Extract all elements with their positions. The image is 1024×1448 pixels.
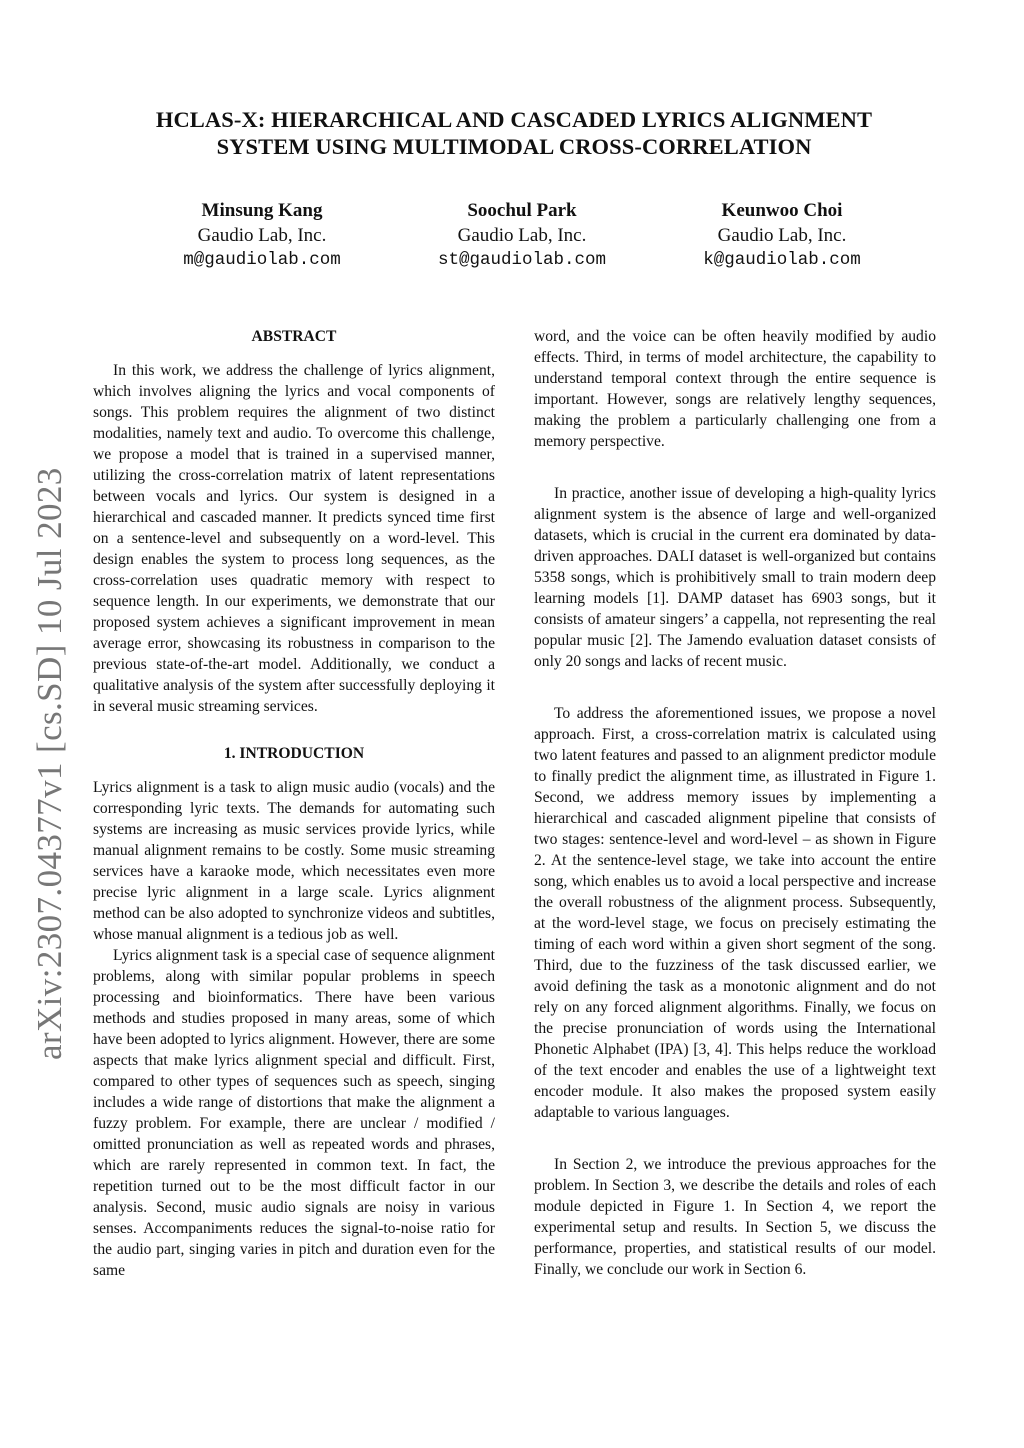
intro-paragraph-3: word, and the voice can be often heavily modified by audio effects. Third, in terms of model architecture, the capability to understand temporal context through the entire sequence is important. However, songs are relatively lengthy sequences, making the problem a particularly challenging one from a memory perspective. xyxy=(534,328,936,450)
author-name: Soochul Park xyxy=(467,200,577,221)
author-2 xyxy=(392,198,652,273)
author-affiliation: Gaudio Lab, Inc. xyxy=(457,225,587,246)
author-name: Minsung Kang xyxy=(201,200,323,221)
abstract-text: In this work, we address the challenge of lyrics alignment, which involves aligning the lyrics and vocal components of songs. This problem requires the alignment of two distinct modalities, namely text and audio. To overcome this challenge, we propose a model that is trained in a supervised manner, utilizing the cross-correlation matrix of latent representations between vocals and lyrics. Our system is designed in a hierarchical and cascaded manner. It predicts synced time first on a sentence-level and subsequently on a word-level. This design enables the system to process long sequences, as the cross-correlation uses quadratic memory with respect to sequence length. In our experiments, we demonstrate that our proposed system achieves a significant improvement in mean average error, showcasing its robustness in comparison to the previous state-of-the-art model. Additionally, we conduct a qualitative analysis of the system after successfully deploying it in several music streaming services. xyxy=(93,362,495,715)
author-email[interactable]: k@gaudiolab.com xyxy=(703,250,861,270)
introduction-heading: 1. INTRODUCTION xyxy=(223,745,365,762)
intro-paragraph-6: In Section 2, we introduce the previous approaches for the problem. In Section 3, we describe the details and roles of each module depicted in Figure 1. In Section 4, we report the experimental setup and results. In Section 5, we discuss the performance, properties, and statistical results of our model. Finally, we conclude our work in Section 6. xyxy=(534,1156,936,1278)
author-3 xyxy=(652,198,912,273)
right-column xyxy=(534,326,936,1280)
author-email[interactable]: m@gaudiolab.com xyxy=(183,250,341,270)
paper-title xyxy=(90,106,938,160)
intro-paragraph-2: Lyrics alignment task is a special case of sequence alignment problems, along with similar popular problems in speech processing and bioinformatics. There have been various methods and studies proposed in many areas, some of which have been adopted to lyrics alignment. However, there are some aspects that make lyrics alignment special and difficult. First, compared to other types of sequences such as speech, singing includes a wide range of distortions that make the alignment a fuzzy problem. For example, there are unclear / modified / omitted pronunciation as well as repeated words and phrases, which are rarely represented in common text. In fact, the repetition turned out to be the most difficult factor in our analysis. Second, music audio signals are noisy in various senses. Accompaniments reduces the signal-to-noise ratio for the audio part, singing varies in pitch and duration even for the same xyxy=(93,947,495,1279)
intro-paragraph-1: Lyrics alignment is a task to align music audio (vocals) and the corresponding lyric texts. The demands for automating such systems are increasing as music services provide lyrics, while manual alignment remains to be costly. Some music streaming services have a karaoke mode, which necessitates even more precise lyric alignment in a large scale. Lyrics alignment method can be also adopted to synchronize videos and subtitles, whose manual alignment is a tedious job as well. xyxy=(93,779,495,943)
author-email[interactable]: st@gaudiolab.com xyxy=(437,250,607,270)
title-line-1: HCLAS-X: HIERARCHICAL AND CASCADED LYRICS ALIGNMENT xyxy=(155,107,873,132)
abstract-heading: ABSTRACT xyxy=(251,328,337,345)
title-line-2: SYSTEM USING MULTIMODAL CROSS-CORRELATION xyxy=(216,134,812,159)
left-column xyxy=(93,326,495,1281)
author-block xyxy=(0,198,1024,278)
author-1 xyxy=(132,198,392,273)
author-name: Keunwoo Choi xyxy=(721,200,843,221)
intro-paragraph-4: In practice, another issue of developing a high-quality lyrics alignment system is the absence of large and well-organized datasets, which is crucial in the current era dominated by data-driven approaches. DALI dataset is well-organized but contains 5358 songs, which is prohibitively small to train modern deep learning models [1]. DAMP dataset has 6903 songs, but it consists of amateur singers’ a cappella, not representing the real popular music [2]. The Jamendo evaluation dataset consists of only 20 songs and lacks of recent music. xyxy=(534,485,936,670)
intro-paragraph-5: To address the aforementioned issues, we propose a novel approach. First, a cross-correlation matrix is calculated using two latent features and passed to an alignment predictor module to finally predict the alignment time, as illustrated in Figure 1. Second, we address memory issues by implementing a hierarchical and cascaded alignment pipeline that consists of two stages: sentence-level and word-level – as shown in Figure 2. At the sentence-level stage, we take into account the entire song, which enables us to avoid a local perspective and increase the overall robustness of the alignment process. Subsequently, at the word-level stage, we focus on precisely estimating the timing of each word within a given short segment of the song. Third, due to the fuzziness of the task discussed earlier, we avoid defining the task as a monotonic alignment and do not rely on any forced alignment algorithms. Finally, we focus on the precise pronunciation of words using the International Phonetic Alphabet (IPA) [3, 4]. This helps reduce the workload of the text encoder and enables the use of a lightweight text encoder module. It also makes the proposed system easily adaptable to various languages. xyxy=(534,705,936,1121)
arxiv-identifier[interactable]: arXiv:2307.04377v1 [cs.SD] 10 Jul 2023 xyxy=(30,467,69,1060)
author-affiliation: Gaudio Lab, Inc. xyxy=(197,225,327,246)
author-affiliation: Gaudio Lab, Inc. xyxy=(717,225,847,246)
